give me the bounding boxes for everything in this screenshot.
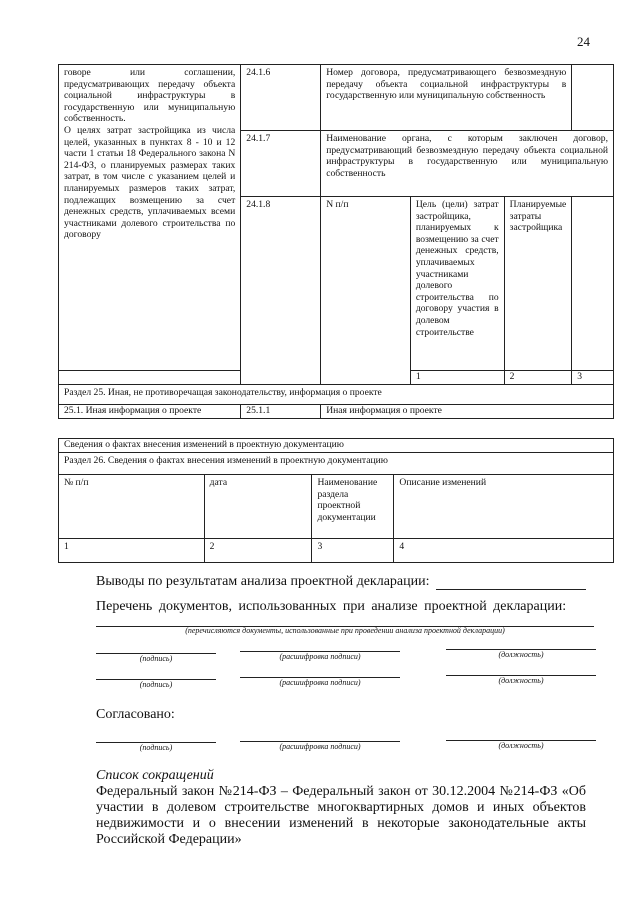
row-code: 24.1.8 <box>241 197 321 385</box>
col-number: 4 <box>394 539 614 563</box>
signature-caption: (подпись) <box>139 654 173 663</box>
sub-header-2: Цель (цели) затрат застройщика, планируемых к возмещению за счет денежных средств, уплачиваемых участниками долевого строительства по договору участия в долевом строительстве <box>410 197 504 371</box>
agreed-label: Согласовано: <box>96 707 175 722</box>
sub-number: 3 <box>572 371 614 385</box>
section-25-header: Раздел 25. Иная, не противоречащая законодательству, информация о проекте <box>59 385 614 405</box>
signature-caption: (подпись) <box>139 680 173 689</box>
row-text: Иная информация о проекте <box>321 405 614 419</box>
position-caption: (должность) <box>498 741 544 750</box>
declaration-table <box>58 64 614 419</box>
col-header: Наименование раздела проектной документации <box>312 475 394 539</box>
sub-header-3: Планируемые затраты застройщика <box>504 197 572 371</box>
empty-cell <box>572 197 614 371</box>
row-code: 24.1.7 <box>241 131 321 197</box>
documents-caption: (перечисляются документы, использованные при проведении анализа проектной декларации) <box>185 626 505 635</box>
row-text: Номер договора, предусматривающего безвозмездную передачу объекта социальной инфраструктуры в государственную или муниципальную собственность <box>321 65 572 131</box>
sub-header-1: N п/п <box>321 197 411 385</box>
col-header: № п/п <box>59 475 205 539</box>
row-code: 25.1. Иная информация о проекте <box>59 405 241 419</box>
empty-cell <box>572 65 614 131</box>
transcript-caption: (расшифровка подписи) <box>279 678 361 687</box>
left-description: говоре или соглашении, предусматривающих передачу объекта социальной инфраструктуры в государственную или муниципальную собственность. О целях затрат застройщика из числа целей, указанных в пунктах 8 - 10 и 12 части 1 статьи 18 Федерального закона N 214-ФЗ, о планируемых размерах таких затрат, в том числе с указанием целей и планируемых размеров таких затрат, подлежащих возмещению за счет денежных средств, уплачиваемых всеми участниками долевого строительства по договору <box>59 65 241 371</box>
col-header: Описание изменений <box>394 475 614 539</box>
col-number: 2 <box>204 539 312 563</box>
sub-number: 2 <box>504 371 572 385</box>
empty-cell <box>59 371 241 385</box>
section-26-header: Раздел 26. Сведения о фактах внесения изменений в проектную документацию <box>59 453 614 475</box>
row-code: 24.1.6 <box>241 65 321 131</box>
changes-table <box>58 438 614 563</box>
position-caption: (должность) <box>498 650 544 659</box>
documents-label: Перечень документов, использованных при анализе проектной декларации: <box>96 599 567 614</box>
col-number: 1 <box>59 539 205 563</box>
conclusions-line <box>436 589 586 590</box>
conclusions-label: Выводы по результатам анализа проектной декларации: <box>96 574 430 589</box>
col-header: дата <box>204 475 312 539</box>
changes-title: Сведения о фактах внесения изменений в проектную документацию <box>59 439 614 453</box>
abbreviations-text: Федеральный закон №214-ФЗ – Федеральный закон от 30.12.2004 №214-ФЗ «Об участии в долевом строительстве многоквартирных домов и иных объектов недвижимости и о внесении изменений в некоторые законодательные акты Российской Федерации» <box>96 784 586 847</box>
transcript-caption: (расшифровка подписи) <box>279 742 361 751</box>
position-caption: (должность) <box>498 676 544 685</box>
row-text: Наименование органа, с которым заключен договор, предусматривающий безвозмездную передачу объекта социальной инфраструктуры в государственную или муниципальную собственность <box>321 131 614 197</box>
abbreviations-title: Список сокращений <box>96 768 214 783</box>
transcript-caption: (расшифровка подписи) <box>279 652 361 661</box>
page-number: 24 <box>577 34 590 49</box>
signature-caption: (подпись) <box>139 743 173 752</box>
sub-number: 1 <box>410 371 504 385</box>
col-number: 3 <box>312 539 394 563</box>
row-code: 25.1.1 <box>241 405 321 419</box>
